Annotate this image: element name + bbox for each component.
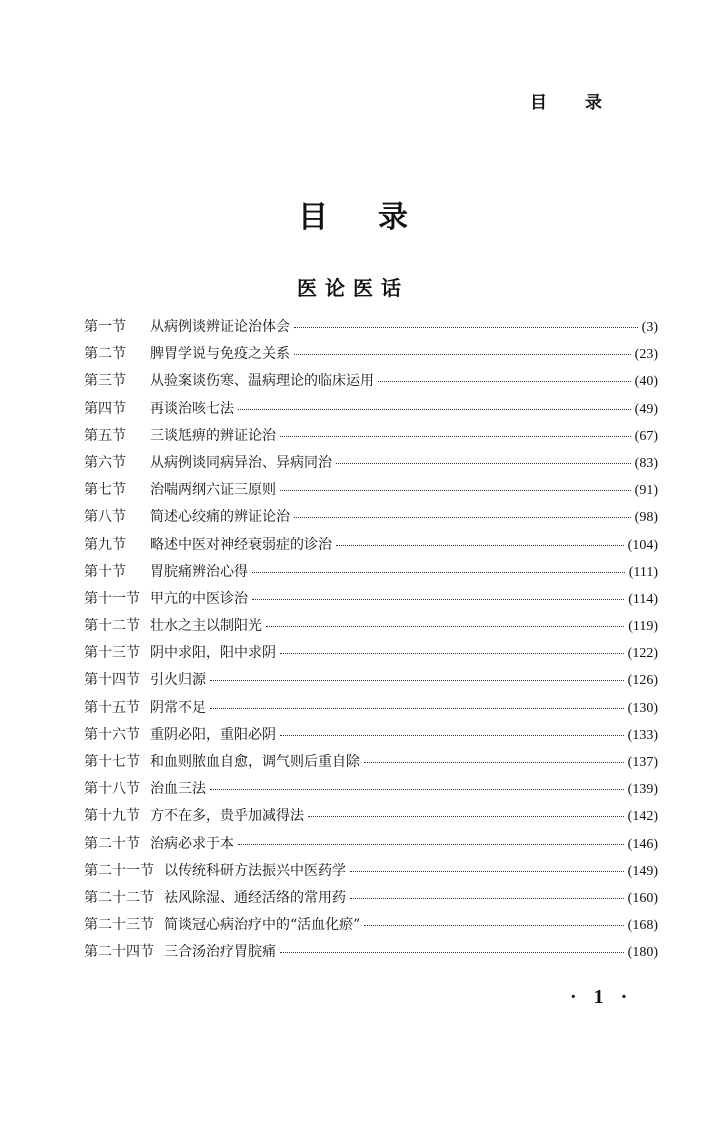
toc-leader-dots (238, 844, 624, 845)
toc-leader-dots (294, 354, 631, 355)
toc-section-number: 第二节 (84, 346, 126, 363)
page-number: · 1 · (570, 986, 634, 1008)
toc-entry[interactable] (84, 751, 658, 778)
title-part1: 目 (298, 200, 328, 235)
toc-leader-dots (280, 952, 624, 953)
toc-page: (168) (627, 918, 658, 934)
toc-title: 胃脘痛辨治心得 (150, 563, 248, 580)
toc-leader-dots (210, 708, 624, 709)
toc-page: (111) (628, 564, 658, 580)
toc-entry[interactable] (84, 370, 658, 397)
toc-page: (119) (628, 619, 658, 635)
toc-section-number: 第十四节 (84, 672, 140, 689)
toc-leader-dots (280, 436, 631, 437)
toc-leader-dots (252, 572, 625, 573)
toc-entry[interactable] (84, 669, 658, 696)
toc-title: 阴中求阳，阳中求阴 (150, 645, 276, 662)
toc-section-number: 第三节 (84, 373, 126, 390)
toc-section-number: 第十五节 (84, 699, 140, 716)
toc-section-number: 第十六节 (84, 726, 140, 743)
toc-leader-dots (378, 381, 631, 382)
toc-section-number: 第八节 (84, 509, 126, 526)
toc-entry[interactable] (84, 398, 658, 425)
toc-leader-dots (336, 463, 631, 464)
toc-entry[interactable] (84, 561, 658, 588)
toc-entry[interactable] (84, 914, 658, 941)
toc-title: 方不在多，贵乎加减得法 (150, 808, 304, 825)
toc-page: (142) (627, 809, 658, 825)
toc-section-number: 第二十三节 (84, 917, 154, 934)
toc-title: 三合汤治疗胃脘痛 (164, 944, 276, 961)
toc-entry[interactable] (84, 588, 658, 615)
toc-page: (137) (627, 755, 658, 770)
toc-leader-dots (266, 626, 624, 627)
toc-section-number: 第十七节 (84, 754, 140, 770)
toc-page: (23) (634, 347, 658, 363)
toc-page: (180) (627, 945, 658, 961)
toc-leader-dots (308, 816, 624, 817)
toc-leader-dots (280, 653, 624, 654)
page-title (0, 192, 706, 236)
toc-title: 从病例谈同病异治、异病同治 (150, 454, 332, 471)
toc-title: 从病例谈辨证论治体会 (150, 319, 290, 335)
toc-leader-dots (364, 925, 623, 926)
toc-title: 从验案谈伤寒、温病理论的临床运用 (150, 373, 374, 390)
toc-entry[interactable] (84, 724, 658, 751)
toc-leader-dots (336, 545, 624, 546)
toc-title: 治血三法 (150, 781, 206, 798)
toc-page: (104) (627, 537, 658, 553)
toc-entry[interactable] (84, 615, 658, 642)
toc-entry[interactable] (84, 534, 658, 561)
toc-entry[interactable] (84, 860, 658, 887)
toc-section-number: 第九节 (84, 536, 126, 553)
toc-page: (114) (628, 591, 658, 607)
toc-entry[interactable] (84, 941, 658, 968)
toc-page: (3) (641, 320, 658, 335)
toc-leader-dots (210, 680, 624, 681)
toc-entry[interactable] (84, 642, 658, 669)
toc-section-number: 第二十四节 (84, 944, 154, 961)
toc-page: (67) (634, 428, 658, 444)
toc-leader-dots (252, 599, 624, 600)
toc-page: (122) (627, 646, 658, 662)
toc-entry[interactable] (84, 887, 658, 914)
toc-entry[interactable] (84, 425, 658, 452)
toc-section-number: 第七节 (84, 482, 126, 499)
toc-section-number: 第二十节 (84, 835, 140, 852)
toc-title: 阴常不足 (150, 699, 206, 716)
toc-leader-dots (350, 871, 624, 872)
toc-leader-dots (294, 327, 638, 328)
toc-title: 壮水之主以制阳光 (150, 618, 262, 635)
toc-entry[interactable] (84, 805, 658, 832)
toc-page: (133) (627, 727, 658, 743)
toc-title: 治喘两纲六证三原则 (150, 482, 276, 499)
toc-title: 引火归源 (150, 672, 206, 689)
toc-title: 简谈冠心病治疗中的“活血化瘀” (164, 917, 361, 934)
toc-title: 甲亢的中医诊治 (150, 590, 248, 607)
toc-page: (83) (634, 455, 658, 471)
toc-title: 简述心绞痛的辨证论治 (150, 509, 290, 526)
toc-leader-dots (280, 735, 624, 736)
toc-entry[interactable] (84, 833, 658, 860)
toc-section-number: 第四节 (84, 400, 126, 417)
toc-page: (40) (634, 374, 658, 390)
toc-entry[interactable] (84, 343, 658, 370)
section-heading: 医论医话 (297, 276, 409, 300)
toc-title: 脾胃学说与免疫之关系 (150, 346, 290, 363)
toc-entry[interactable] (84, 452, 658, 479)
toc-section-number: 第十三节 (84, 645, 140, 662)
toc-page: (98) (634, 510, 658, 526)
toc-page: (49) (634, 401, 658, 417)
toc-page: (139) (627, 782, 658, 798)
toc-title: 略述中医对神经衰弱症的诊治 (150, 536, 332, 553)
toc-leader-dots (238, 409, 631, 410)
toc-section-number: 第二十一节 (84, 862, 154, 879)
toc-section-number: 第十节 (84, 563, 126, 580)
toc-title: 三谈尪痹的辨证论治 (150, 427, 276, 444)
toc-section-number: 第十八节 (84, 781, 140, 798)
toc-title: 和血则脓血自愈，调气则后重自除 (150, 754, 360, 770)
toc-entry[interactable] (84, 316, 658, 343)
toc-section-number: 第六节 (84, 454, 126, 471)
toc-title: 再谈治咳七法 (150, 400, 234, 417)
toc-title: 以传统科研方法振兴中医药学 (164, 862, 346, 879)
toc-entry[interactable] (84, 778, 658, 805)
toc-page: (146) (627, 836, 658, 852)
running-head (530, 88, 604, 113)
toc-leader-dots (364, 762, 624, 763)
toc-section-number: 第二十二节 (84, 889, 154, 906)
toc-section-number: 第五节 (84, 427, 126, 444)
toc-leader-dots (294, 517, 631, 518)
toc-entry[interactable] (84, 697, 658, 724)
running-head-part1: 目 (530, 93, 549, 113)
toc-section-number: 第十二节 (84, 618, 140, 635)
table-of-contents (84, 316, 658, 969)
toc-section-number: 第一节 (84, 319, 126, 335)
toc-page: (126) (627, 673, 658, 689)
toc-leader-dots (350, 898, 624, 899)
toc-section-number: 第十一节 (84, 590, 140, 607)
toc-page: (149) (627, 863, 658, 879)
toc-leader-dots (280, 490, 631, 491)
running-head-part2: 录 (585, 93, 604, 113)
toc-leader-dots (210, 789, 624, 790)
toc-entry[interactable] (84, 506, 658, 533)
toc-entry[interactable] (84, 479, 658, 506)
toc-page: (160) (627, 890, 658, 906)
toc-page: (130) (627, 700, 658, 716)
toc-title: 重阴必阳，重阳必阴 (150, 726, 276, 743)
title-part2: 录 (378, 200, 408, 235)
toc-title: 祛风除湿、通经活络的常用药 (164, 889, 346, 906)
toc-section-number: 第十九节 (84, 808, 140, 825)
toc-title: 治病必求于本 (150, 835, 234, 852)
toc-page: (91) (634, 483, 658, 499)
